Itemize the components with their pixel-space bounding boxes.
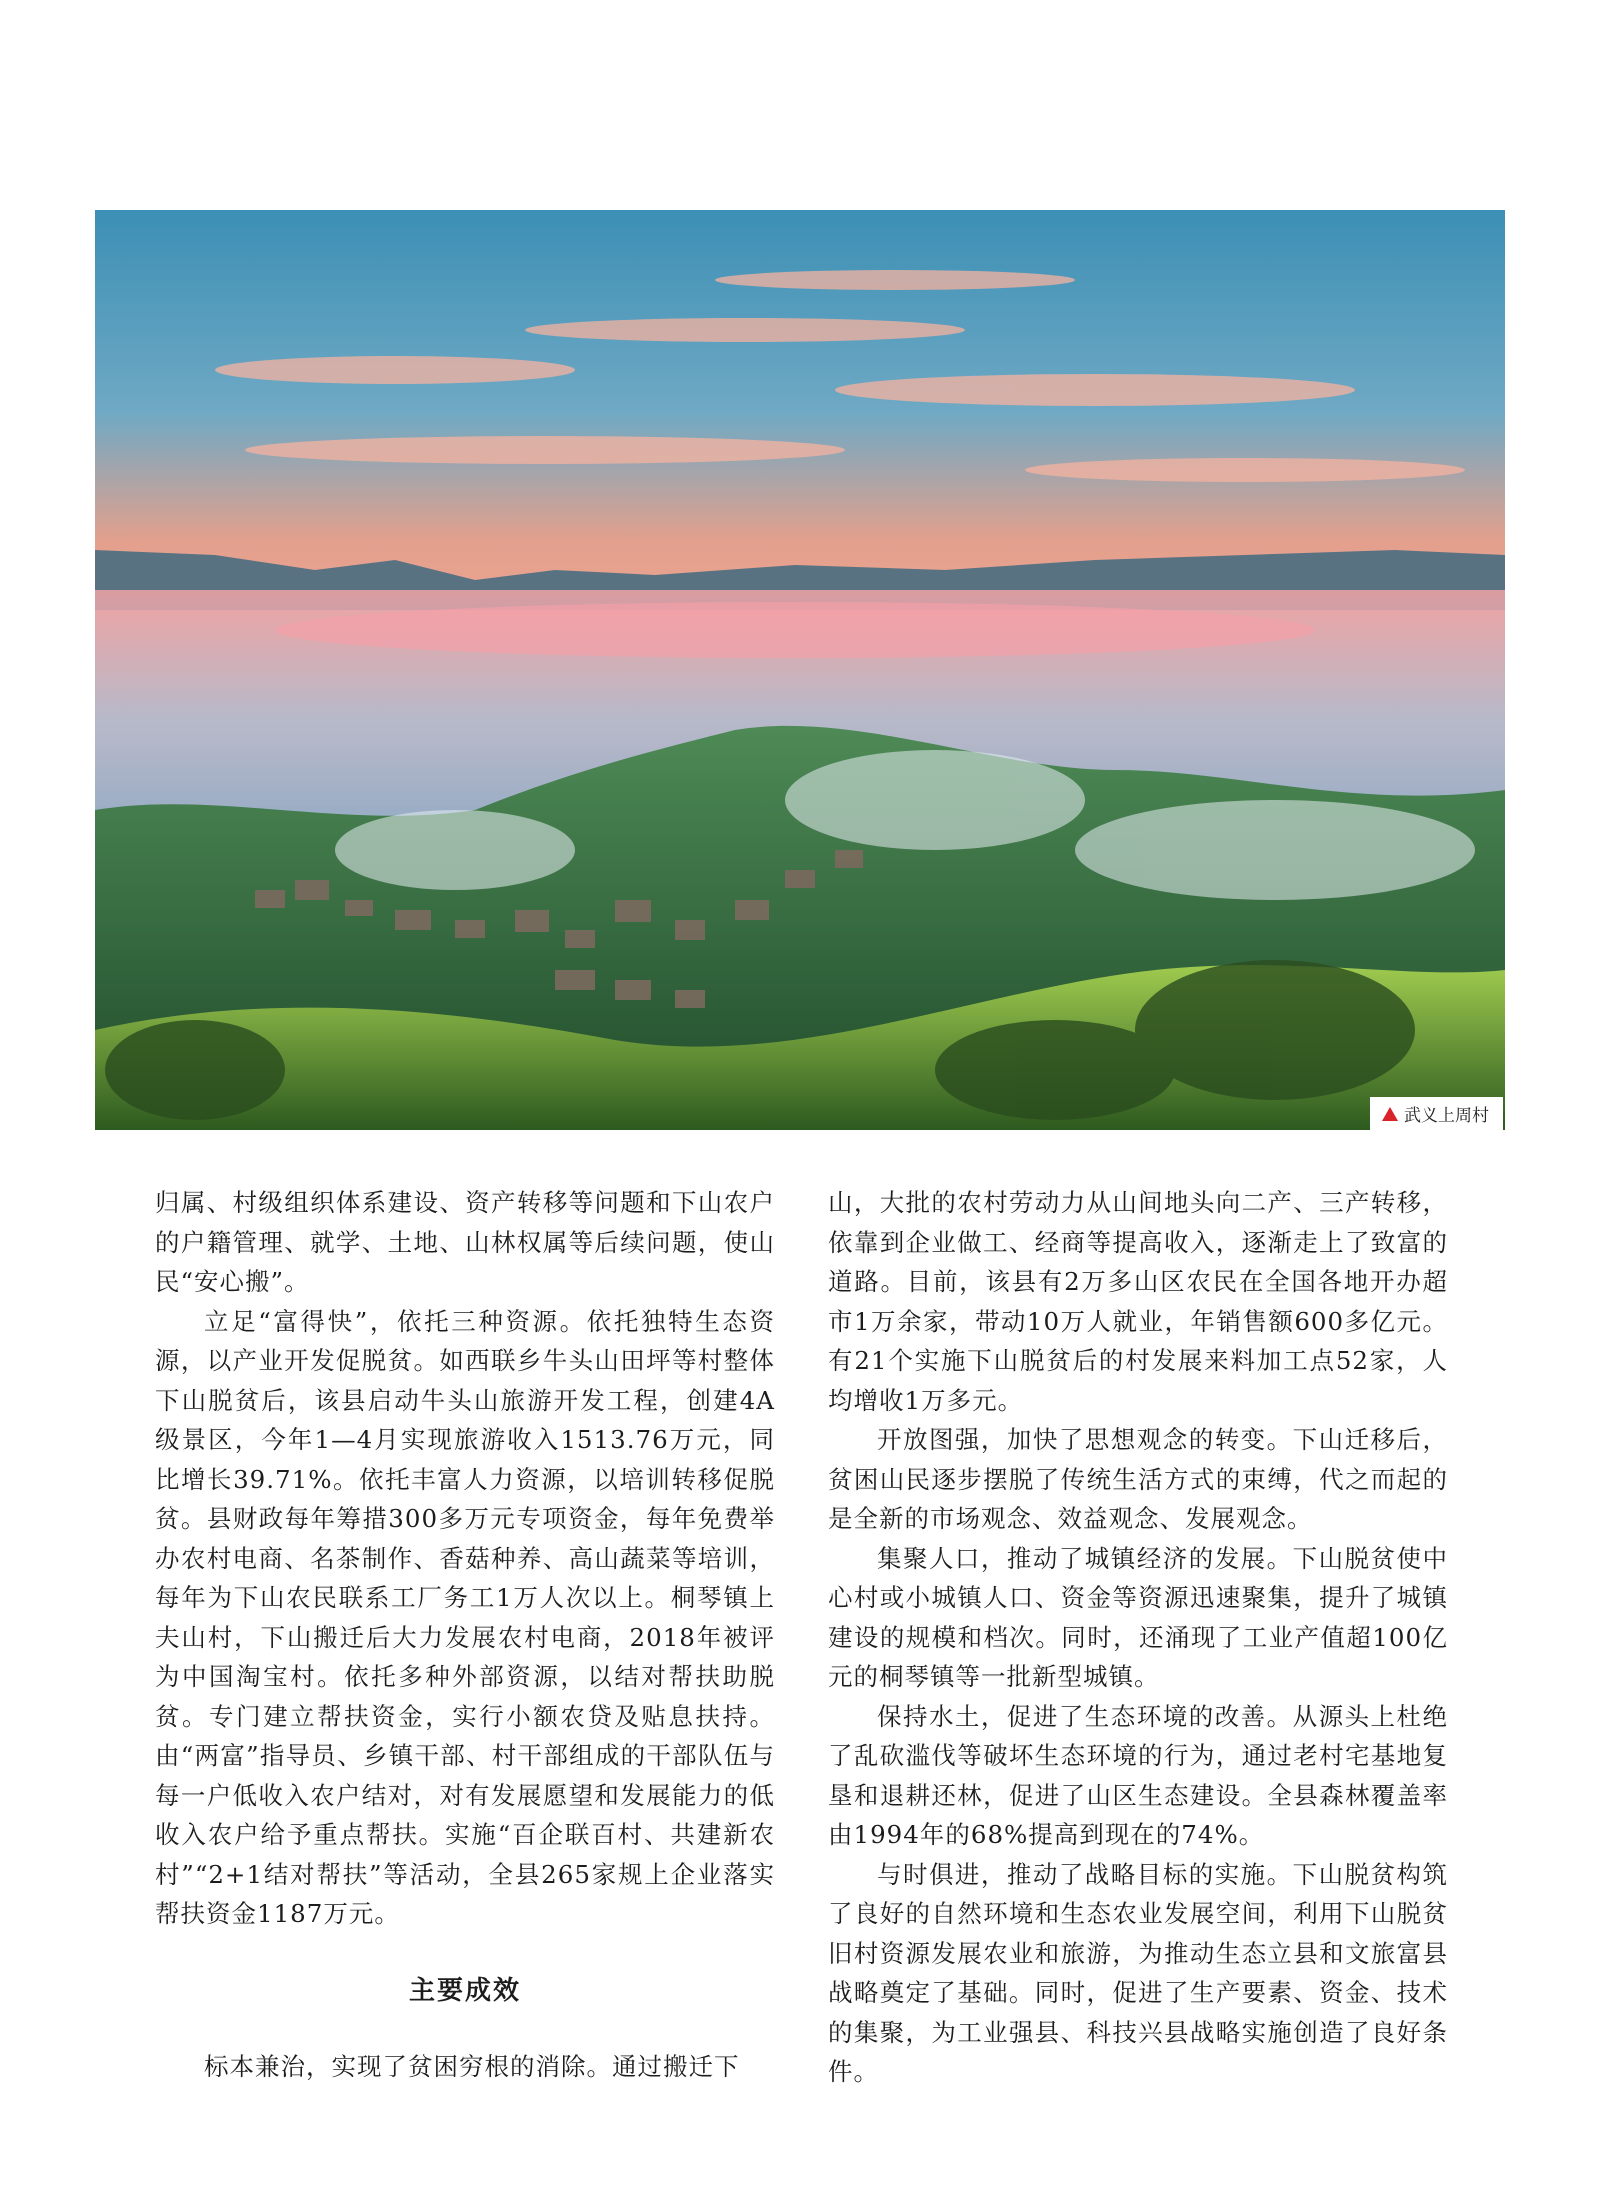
right-column [828, 1183, 1448, 2092]
left-column [155, 1183, 775, 2087]
village-landscape-photo [95, 210, 1505, 1130]
paragraph: 山，大批的农村劳动力从山间地头向二产、三产转移，依靠到企业做工、经商等提高收入，逐渐走上了致富的道路。目前，该县有2万多山区农民在全国各地开办超市1万余家，带动10万人就业，年销售额600多亿元。有21个实施下山脱贫后的村发展来料加工点52家，人均增收1万多元。 [828, 1188, 1448, 1415]
red-triangle-icon [1382, 1107, 1398, 1121]
paragraph: 集聚人口，推动了城镇经济的发展。下山脱贫使中心村或小城镇人口、资金等资源迅速聚集，提升了城镇建设的规模和档次。同时，还涌现了工业产值超100亿元的桐琴镇等一批新型城镇。 [828, 1543, 1448, 1691]
paragraph: 标本兼治，实现了贫困穷根的消除。通过搬迁下 [204, 2052, 740, 2081]
photo-caption [1370, 1097, 1503, 1130]
paragraph: 与时俱进，推动了战略目标的实施。下山脱贫构筑了良好的自然环境和生态农业发展空间，利用下山脱贫旧村资源发展农业和旅游，为推动生态立县和文旅富县战略奠定了基础。同时，促进了生产要素、资金、技术的集聚，为工业强县、科技兴县战略实施创造了良好条件。 [828, 1859, 1448, 2086]
paragraph: 归属、村级组织体系建设、资产转移等问题和下山农户的户籍管理、就学、土地、山林权属等后续问题，使山民“安心搬”。 [155, 1188, 775, 1296]
paragraph: 开放图强，加快了思想观念的转变。下山迁移后，贫困山民逐步摆脱了传统生活方式的束缚，代之而起的是全新的市场观念、效益观念、发展观念。 [828, 1425, 1448, 1533]
section-heading: 主要成效 [408, 1975, 521, 2006]
caption-text: 武义上周村 [1404, 1106, 1489, 1126]
photo-illustration [95, 210, 1505, 1130]
paragraph: 立足“富得快”，依托三种资源。依托独特生态资源，以产业开发促脱贫。如西联乡牛头山田坪等村整体下山脱贫后，该县启动牛头山旅游开发工程，创建4A级景区，今年1—4月实现旅游收入1513.76万元，同比增长39.71%。依托丰富人力资源，以培训转移促脱贫。县财政每年筹措300多万元专项资金，每年免费举办农村电商、名茶制作、香菇种养、高山蔬菜等培训，每年为下山农民联系工厂务工1万人次以上。桐琴镇上夫山村，下山搬迁后大力发展农村电商，2018年被评为中国淘宝村。依托多种外部资源，以结对帮扶助脱贫。专门建立帮扶资金，实行小额农贷及贴息扶持。由“两富”指导员、乡镇干部、村干部组成的干部队伍与每一户低收入农户结对，对有发展愿望和发展能力的低收入农户给予重点帮扶。实施“百企联百村、共建新农村”“2+1结对帮扶”等活动，全县265家规上企业落实帮扶资金1187万元。 [155, 1306, 775, 1928]
paragraph: 保持水土，促进了生态环境的改善。从源头上杜绝了乱砍滥伐等破坏生态环境的行为，通过老村宅基地复垦和退耕还林，促进了山区生态建设。全县森林覆盖率由1994年的68%提高到现在的74%。 [828, 1701, 1448, 1849]
